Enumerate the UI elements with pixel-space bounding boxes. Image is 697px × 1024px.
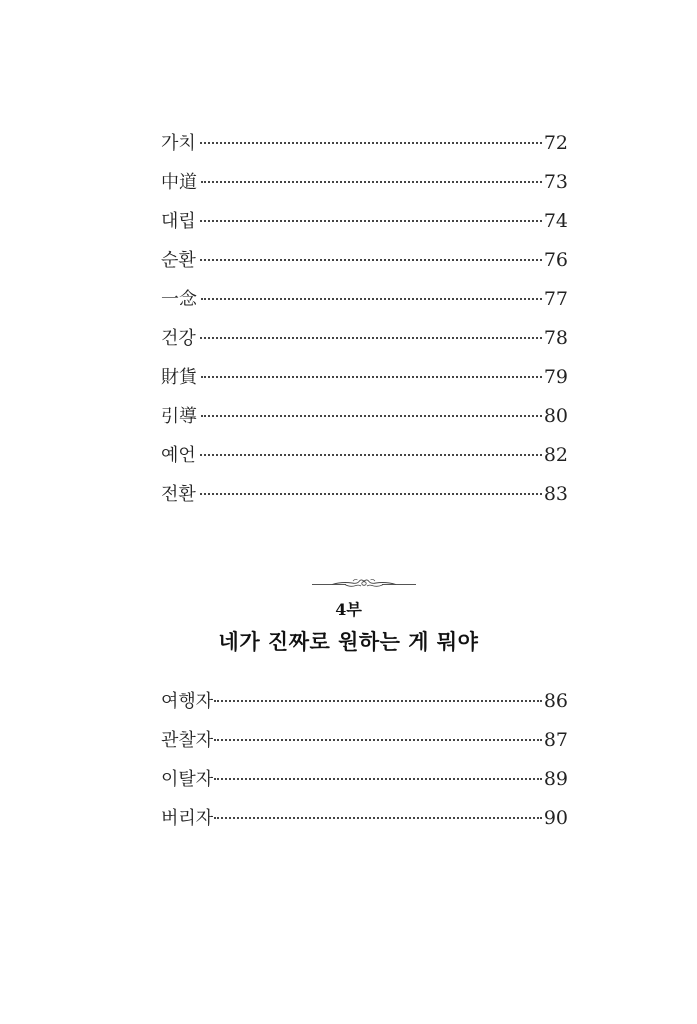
toc-entry-page: 86 — [543, 690, 568, 712]
toc-entry-title: 예언 — [161, 445, 196, 466]
part-number: 4부 — [335, 600, 362, 619]
toc-entry-page: 79 — [543, 366, 568, 388]
toc-entry-title: 대립 — [161, 211, 196, 232]
dot-leader — [214, 777, 542, 780]
toc-entry — [161, 721, 568, 760]
flourish-divider-icon — [312, 574, 416, 590]
toc-list-part4 — [161, 682, 568, 838]
dot-leader — [200, 336, 542, 339]
toc-entry-title: 財貨 — [161, 367, 197, 388]
toc-entry-title: 一念 — [161, 289, 197, 310]
toc-entry — [161, 475, 568, 514]
toc-entry — [161, 319, 568, 358]
toc-entry — [161, 163, 568, 202]
toc-entry — [161, 760, 568, 799]
toc-entry-page: 83 — [543, 483, 568, 505]
toc-entry-title: 건강 — [161, 328, 196, 349]
part-title: 네가 진짜로 원하는 게 뭐야 — [218, 629, 479, 654]
toc-entry — [161, 436, 568, 475]
toc-entry — [161, 397, 568, 436]
toc-entry-title: 中道 — [161, 172, 197, 193]
dot-leader — [200, 492, 542, 495]
dot-leader — [214, 816, 542, 819]
dot-leader — [201, 297, 542, 300]
toc-entry-page: 77 — [543, 288, 568, 310]
dot-leader — [214, 738, 542, 741]
dot-leader — [200, 258, 542, 261]
toc-entry-page: 72 — [543, 132, 568, 154]
toc-entry-title: 관찰자 — [161, 730, 214, 751]
toc-entry-title: 이탈자 — [161, 769, 214, 790]
toc-entry-page: 74 — [543, 210, 568, 232]
dot-leader — [200, 219, 542, 222]
dot-leader — [201, 414, 542, 417]
toc-entry-page: 78 — [543, 327, 568, 349]
toc-entry-title: 버리자 — [161, 808, 214, 829]
toc-entry-page: 90 — [543, 807, 568, 829]
toc-entry-title: 가치 — [161, 133, 196, 154]
dot-leader — [214, 699, 542, 702]
toc-entry-page: 80 — [543, 405, 568, 427]
toc-entry-title: 여행자 — [161, 691, 214, 712]
toc-entry — [161, 358, 568, 397]
toc-entry-page: 89 — [543, 768, 568, 790]
toc-entry — [161, 241, 568, 280]
toc-entry-page: 82 — [543, 444, 568, 466]
toc-entry — [161, 799, 568, 838]
toc-entry — [161, 280, 568, 319]
toc-entry-page: 73 — [543, 171, 568, 193]
toc-entry-title: 전환 — [161, 484, 196, 505]
toc-entry-title: 引導 — [161, 406, 197, 427]
toc-entry-title: 순환 — [161, 250, 196, 271]
dot-leader — [200, 453, 542, 456]
dot-leader — [201, 375, 542, 378]
toc-entry — [161, 202, 568, 241]
toc-entry — [161, 124, 568, 163]
dot-leader — [201, 180, 542, 183]
toc-entry-page: 87 — [543, 729, 568, 751]
toc-entry-page: 76 — [543, 249, 568, 271]
toc-entry — [161, 682, 568, 721]
dot-leader — [200, 141, 542, 144]
toc-list-part3 — [161, 124, 568, 514]
